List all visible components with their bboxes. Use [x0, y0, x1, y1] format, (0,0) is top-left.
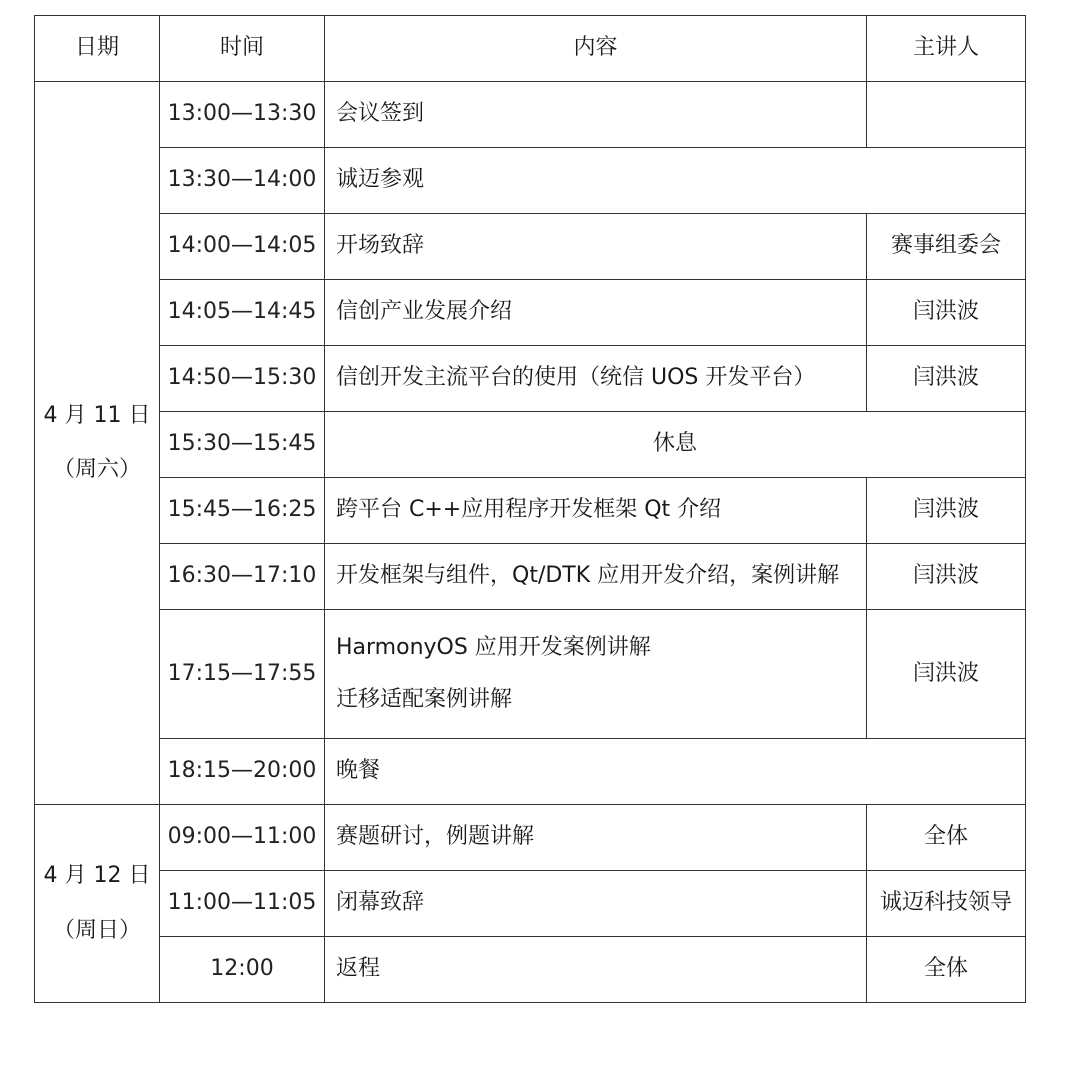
content-cell: 晚餐 [325, 739, 1026, 805]
content-cell: 信创开发主流平台的使用（统信 UOS 开发平台） [325, 346, 867, 412]
table-row [35, 214, 1026, 280]
speaker-cell: 闫洪波 [867, 280, 1026, 346]
time-cell: 17:15—17:55 [160, 610, 325, 739]
date-label: 4 月 11 日 [43, 402, 151, 428]
content-cell: 会议签到 [325, 82, 867, 148]
time-cell: 14:00—14:05 [160, 214, 325, 280]
table-row [35, 610, 1026, 739]
table-row [35, 478, 1026, 544]
table-row [35, 148, 1026, 214]
time-cell: 18:15—20:00 [160, 739, 325, 805]
time-cell: 15:30—15:45 [160, 412, 325, 478]
table-row [35, 346, 1026, 412]
date-label: 4 月 12 日 [43, 863, 151, 889]
speaker-cell: 闫洪波 [867, 544, 1026, 610]
speaker-cell: 全体 [867, 937, 1026, 1003]
time-cell: 12:00 [160, 937, 325, 1003]
header-time: 时间 [160, 16, 325, 82]
table-row [35, 871, 1026, 937]
content-cell: 休息 [325, 412, 1026, 478]
time-cell: 16:30—17:10 [160, 544, 325, 610]
table-row [35, 805, 1026, 871]
content-cell: 诚迈参观 [325, 148, 1026, 214]
table-row [35, 739, 1026, 805]
speaker-cell: 闫洪波 [867, 478, 1026, 544]
date-cell-day1 [35, 82, 160, 805]
header-content: 内容 [325, 16, 867, 82]
speaker-cell: 闫洪波 [867, 346, 1026, 412]
content-cell: 赛题研讨，例题讲解 [325, 805, 867, 871]
time-cell: 14:05—14:45 [160, 280, 325, 346]
weekday-label: （周六） [52, 457, 141, 482]
speaker-cell: 全体 [867, 805, 1026, 871]
table-row [35, 544, 1026, 610]
content-line: 迁移适配案例讲解 [336, 687, 513, 712]
weekday-label: （周日） [52, 917, 141, 943]
speaker-cell: 闫洪波 [867, 610, 1026, 739]
speaker-cell: 诚迈科技领导 [867, 871, 1026, 937]
content-cell: 开发框架与组件，Qt/DTK 应用开发介绍，案例讲解 [325, 544, 867, 610]
time-cell: 13:30—14:00 [160, 148, 325, 214]
speaker-cell: 赛事组委会 [867, 214, 1026, 280]
content-cell: 跨平台 C++应用程序开发框架 Qt 介绍 [325, 478, 867, 544]
time-cell: 15:45—16:25 [160, 478, 325, 544]
header-date: 日期 [35, 16, 160, 82]
content-cell [325, 610, 867, 739]
time-cell: 14:50—15:30 [160, 346, 325, 412]
date-cell-day2 [35, 805, 160, 1003]
time-cell: 09:00—11:00 [160, 805, 325, 871]
header-speaker: 主讲人 [867, 16, 1026, 82]
table-row [35, 412, 1026, 478]
table-row [35, 82, 1026, 148]
table-row [35, 280, 1026, 346]
content-cell: 开场致辞 [325, 214, 867, 280]
content-cell: 信创产业发展介绍 [325, 280, 867, 346]
content-line: HarmonyOS 应用开发案例讲解 [336, 634, 651, 660]
agenda-table [34, 15, 1026, 1003]
time-cell: 11:00—11:05 [160, 871, 325, 937]
content-cell: 闭幕致辞 [325, 871, 867, 937]
content-cell: 返程 [325, 937, 867, 1003]
header-row [35, 16, 1026, 82]
table-row [35, 937, 1026, 1003]
speaker-cell [867, 82, 1026, 148]
time-cell: 13:00—13:30 [160, 82, 325, 148]
